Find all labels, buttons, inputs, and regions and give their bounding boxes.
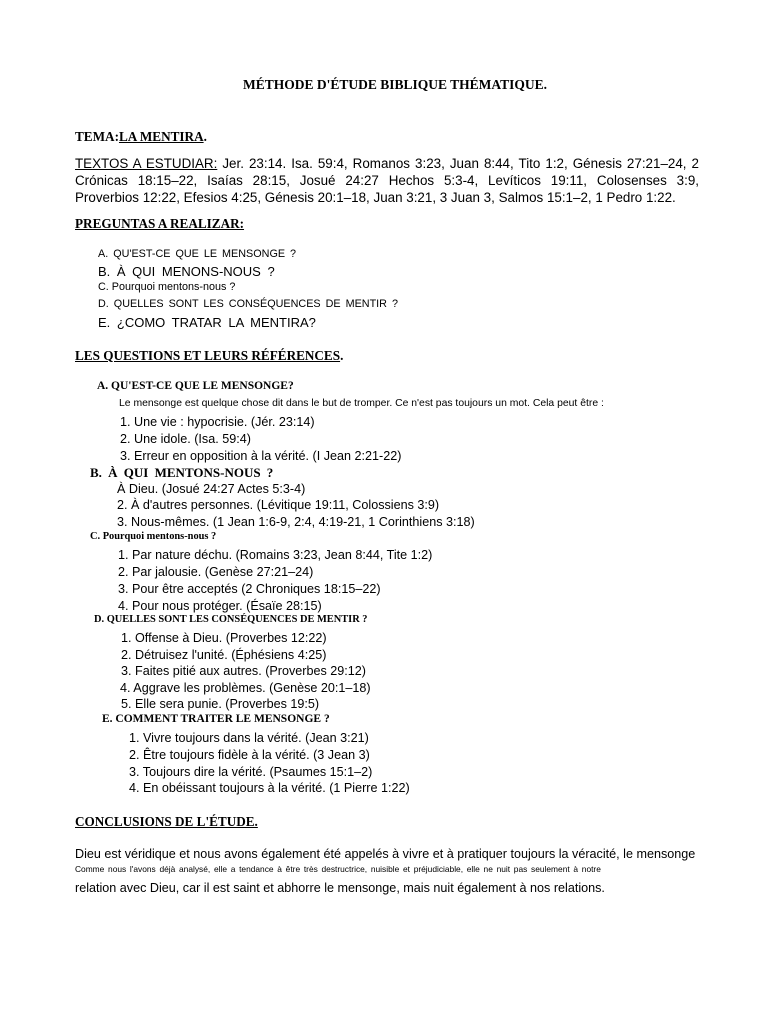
section-d-item: 3. Faites pitié aux autres. (Proverbes 29:12) bbox=[121, 664, 367, 678]
questions-heading-suffix: . bbox=[340, 348, 344, 363]
section-c-item: 1. Par nature déchu. (Romains 3:23, Jean 8:44, Tite 1:2) bbox=[118, 548, 433, 562]
conclusions-line-2: Comme nous l'avons déjà analysé, elle a tendance à être très destructrice, nuisible et préjudiciable, elle ne nuit pas seulement à notre bbox=[75, 864, 601, 874]
section-c-item: 2. Par jalousie. (Genèse 27:21–24) bbox=[118, 565, 314, 579]
conclusions-line-1: Dieu est véridique et nous avons également été appelés à vivre et à pratiquer toujours la véracité, le mensonge bbox=[75, 847, 696, 861]
section-c-item: 4. Pour nous protéger. (Ésaïe 28:15) bbox=[118, 599, 322, 613]
conclusions-line-3: relation avec Dieu, car il est saint et abhorre le mensonge, mais nuit également à nos relations. bbox=[75, 881, 605, 895]
textos-paragraph bbox=[75, 155, 699, 206]
page-title: MÉTHODE D'ÉTUDE BIBLIQUE THÉMATIQUE. bbox=[242, 77, 548, 92]
textos-text: Jer. 23:14. Isa. 59:4, Romanos 3:23, Juan 8:44, Tito 1:2, Génesis 27:21–24, 2 Crónicas 18:15–22, Isaías 28:15, Josué 24:27 Hechos 5:3-4, Levíticos 19:11, Colosenses 3:9, Proverbios 12:22, Efesios 4:25, Génesis 20:1–18, Juan 3:21, 3 Juan 3, Salmos 15:1–2, 1 Pedro 1:22. bbox=[75, 156, 699, 205]
section-e-item: 2. Être toujours fidèle à la vérité. (3 Jean 3) bbox=[129, 748, 370, 762]
section-b-item: 3. Nous-mêmes. (1 Jean 1:6-9, 2:4, 4:19-21, 1 Corinthiens 3:18) bbox=[117, 515, 475, 529]
section-d-item: 5. Elle sera punie. (Proverbes 19:5) bbox=[121, 697, 320, 711]
questions-heading bbox=[75, 348, 343, 364]
section-a-item: 2. Une idole. (Isa. 59:4) bbox=[120, 432, 251, 446]
section-e-title: E. COMMENT TRAITER LE MENSONGE ? bbox=[102, 713, 330, 725]
section-d-item: 4. Aggrave les problèmes. (Genèse 20:1–18) bbox=[120, 681, 371, 695]
tema-line bbox=[75, 129, 207, 145]
questions-heading-text: LES QUESTIONS ET LEURS RÉFÉRENCES bbox=[75, 348, 341, 363]
section-a-intro: Le mensonge est quelque chose dit dans le but de tromper. Ce n'est pas toujours un mot. Cela peut être : bbox=[119, 398, 604, 409]
conclusions-heading: CONCLUSIONS DE L'ÉTUDE. bbox=[75, 814, 258, 829]
section-e-item: 3. Toujours dire la vérité. (Psaumes 15:1–2) bbox=[129, 765, 373, 779]
section-d-item: 2. Détruisez l'unité. (Éphésiens 4:25) bbox=[121, 648, 327, 662]
section-e-item: 4. En obéissant toujours à la vérité. (1 Pierre 1:22) bbox=[129, 781, 410, 795]
tema-label: TEMA: bbox=[75, 129, 119, 144]
pregunta-e: E. ¿COMO TRATAR LA MENTIRA? bbox=[98, 315, 316, 330]
tema-value: LA MENTIRA bbox=[118, 129, 204, 144]
section-b-item: À Dieu. (Josué 24:27 Actes 5:3-4) bbox=[117, 482, 306, 496]
section-c-title: C. Pourquoi mentons-nous ? bbox=[90, 531, 217, 542]
pregunta-d: D. QUELLES SONT LES CONSÉQUENCES DE MENTIR ? bbox=[98, 298, 398, 310]
section-d-title: D. QUELLES SONT LES CONSÉQUENCES DE MENTIR ? bbox=[94, 614, 368, 625]
section-b-title: B. À QUI MENTONS-NOUS ? bbox=[90, 465, 274, 480]
section-a-title: A. QU'EST-CE QUE LE MENSONGE? bbox=[97, 380, 294, 392]
pregunta-c: C. Pourquoi mentons-nous ? bbox=[98, 281, 236, 293]
section-c-item: 3. Pour être acceptés (2 Chroniques 18:15–22) bbox=[118, 582, 381, 596]
textos-label: TEXTOS A ESTUDIAR: bbox=[75, 156, 218, 171]
section-e-item: 1. Vivre toujours dans la vérité. (Jean 3:21) bbox=[129, 731, 369, 745]
section-a-item: 1. Une vie : hypocrisie. (Jér. 23:14) bbox=[120, 415, 315, 429]
preguntas-heading: PREGUNTAS A REALIZAR: bbox=[75, 216, 245, 231]
section-d-item: 1. Offense à Dieu. (Proverbes 12:22) bbox=[121, 631, 327, 645]
tema-suffix: . bbox=[203, 129, 207, 144]
section-a-item: 3. Erreur en opposition à la vérité. (I Jean 2:21-22) bbox=[120, 449, 402, 463]
pregunta-b: B. À QUI MENONS-NOUS ? bbox=[98, 264, 275, 279]
section-b-item: 2. À d'autres personnes. (Lévitique 19:11, Colossiens 3:9) bbox=[117, 498, 440, 512]
pregunta-a: A. QU'EST-CE QUE LE MENSONGE ? bbox=[98, 248, 297, 260]
